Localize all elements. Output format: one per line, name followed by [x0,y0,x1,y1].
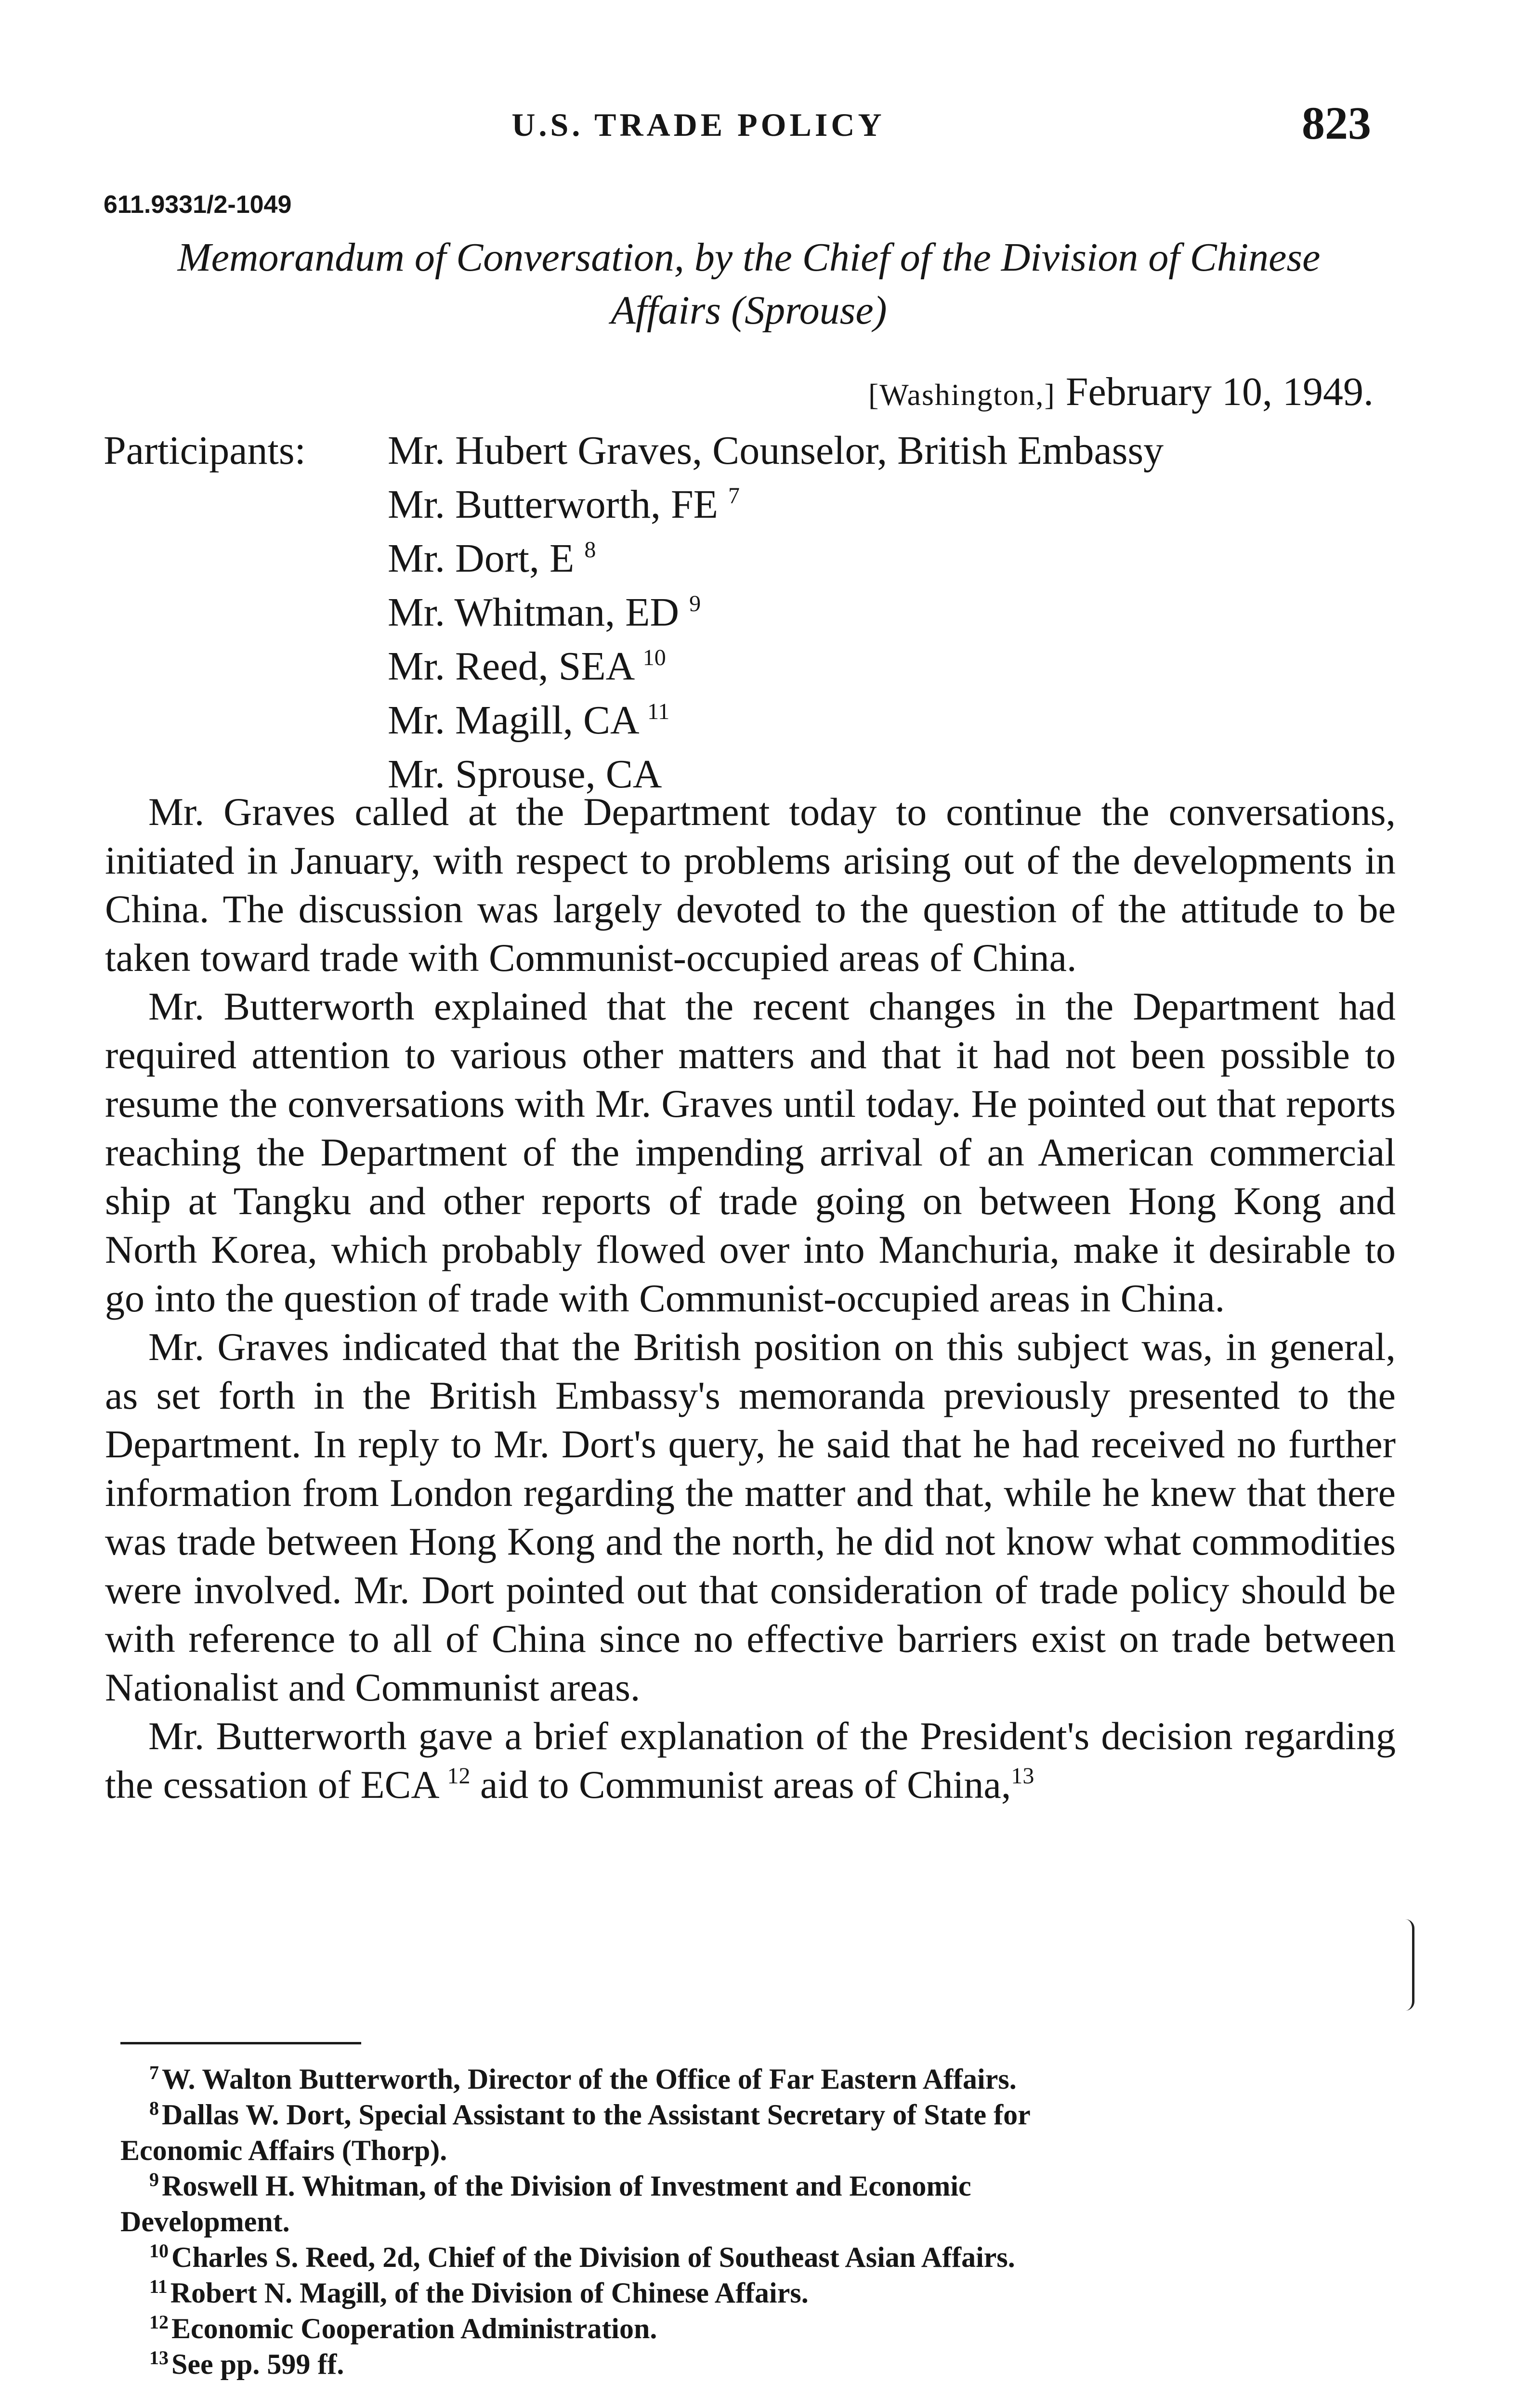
footnote-text: Economic Affairs (Thorp). [120,2134,447,2166]
participant [388,532,1164,586]
participant-name: Mr. Reed, SEA [388,644,633,689]
footnote [120,2346,1397,2382]
body-paragraph-2: Mr. Butterworth explained that the recent changes in the Department had required attention to various other matters and that it had not been possible to resume the conversations with Mr. Graves until today. He pointed out that reports reaching the Department of the impending arrival of an American commercial ship at Tangku and other reports of trade going on between Hong Kong and North Korea, which probably flowed over into Manchuria, make it desirable to go into the question of trade with Communist-occupied areas in China. [105,984,1396,1320]
footnote-text: Roswell H. Whitman, of the Division of Investment and Economic [162,2170,971,2202]
footnote-ref: 7 [728,483,740,509]
participants-list [388,424,1164,801]
body-paragraph-4 [105,1712,1396,1809]
footnote-mark: 10 [149,2240,169,2262]
footnote-ref: 13 [1011,1763,1034,1789]
footnote-continuation [120,2204,1397,2239]
footnotes [120,2061,1397,2382]
dateline-date: February 10, 1949. [1065,369,1374,414]
participants-label: Participants: [104,428,306,473]
footnote-continuation [120,2133,1397,2168]
file-number: 611.9331/2-1049 [104,191,292,219]
footnote-text: Development. [120,2206,290,2238]
footnote-text: Charles S. Reed, 2d, Chief of the Division of Southeast Asian Affairs. [171,2241,1015,2273]
footnote [120,2097,1397,2133]
running-head [0,96,1518,149]
document-title-line-2: Affairs (Sprouse) [611,288,887,333]
participant-name: Mr. Whitman, ED [388,590,680,635]
footnote-ref: 9 [689,591,701,616]
footnote-ref: 12 [447,1763,471,1789]
participant-name: Mr. Hubert Graves, Counselor, British Embassy [388,428,1164,473]
footnote-ref: 8 [584,537,596,563]
footnote-mark: 13 [149,2347,169,2369]
margin-bracket [1405,1919,1414,2011]
footnote-text: Dallas W. Dort, Special Assistant to the Assistant Secretary of State for [162,2099,1031,2131]
footnote [120,2275,1397,2311]
participant [388,640,1164,694]
participant-name: Mr. Magill, CA [388,698,638,743]
participant [388,478,1164,532]
document-title-line-1: Memorandum of Conversation, by the Chief of the Division of Chinese [177,235,1321,280]
footnote-text: Economic Cooperation Administration. [171,2313,657,2344]
body-paragraph-3: Mr. Graves indicated that the British position on this subject was, in general, as set forth in the British Embassy's memoranda previously presented to the Department. In reply to Mr. Dort's query, he said that he had received no further information from London regarding the matter and that, while he knew that there was trade between Hong Kong and the north, he did not know what commodities were involved. Mr. Dort pointed out that consideration of trade policy should be with reference to all of China since no effective barriers exist on trade between Nationalist and Communist areas. [105,1325,1396,1709]
footnote-mark: 8 [149,2097,159,2119]
running-title: U.S. TRADE POLICY [511,106,885,143]
participant-name: Mr. Dort, E [388,536,575,581]
participant-name: Mr. Butterworth, FE [388,482,718,527]
footnote [120,2168,1397,2204]
footnote-ref: 11 [647,699,670,724]
body-paragraph-4-text: Mr. Butterworth gave a brief explanation of the President's decision regarding the cessation of ECA [105,1714,1396,1806]
page-number: 823 [1302,97,1371,149]
footnote-text: W. Walton Butterworth, Director of the Office of Far Eastern Affairs. [162,2063,1017,2095]
document-dateline [868,368,1374,415]
participant [388,586,1164,640]
dateline-place: [Washington,] [868,378,1056,412]
footnote-mark: 11 [149,2276,168,2297]
footnote [120,2061,1397,2097]
footnote-text: Robert N. Magill, of the Division of Chinese Affairs. [170,2277,809,2309]
footnote-mark: 7 [149,2062,159,2083]
footnote-text: See pp. 599 ff. [171,2348,344,2380]
footnote-divider [120,2042,361,2044]
footnote [120,2311,1397,2346]
body-paragraph-1: Mr. Graves called at the Department today to continue the conversations, initiated in January, with respect to problems arising out of the developments in China. The discussion was largely devoted to the question of the attitude to be taken toward trade with Communist-occupied areas of China. [105,790,1396,980]
footnote [120,2239,1397,2275]
participant [388,694,1164,747]
footnote-ref: 10 [642,645,666,670]
document-title [99,231,1399,337]
footnote-mark: 9 [149,2169,159,2190]
memorandum-body [105,787,1396,1809]
body-paragraph-4-text-cont: aid to Communist areas of China, [470,1763,1011,1806]
participant-name: Mr. Sprouse, CA [388,752,662,797]
participant [388,424,1164,478]
footnote-mark: 12 [149,2311,169,2333]
